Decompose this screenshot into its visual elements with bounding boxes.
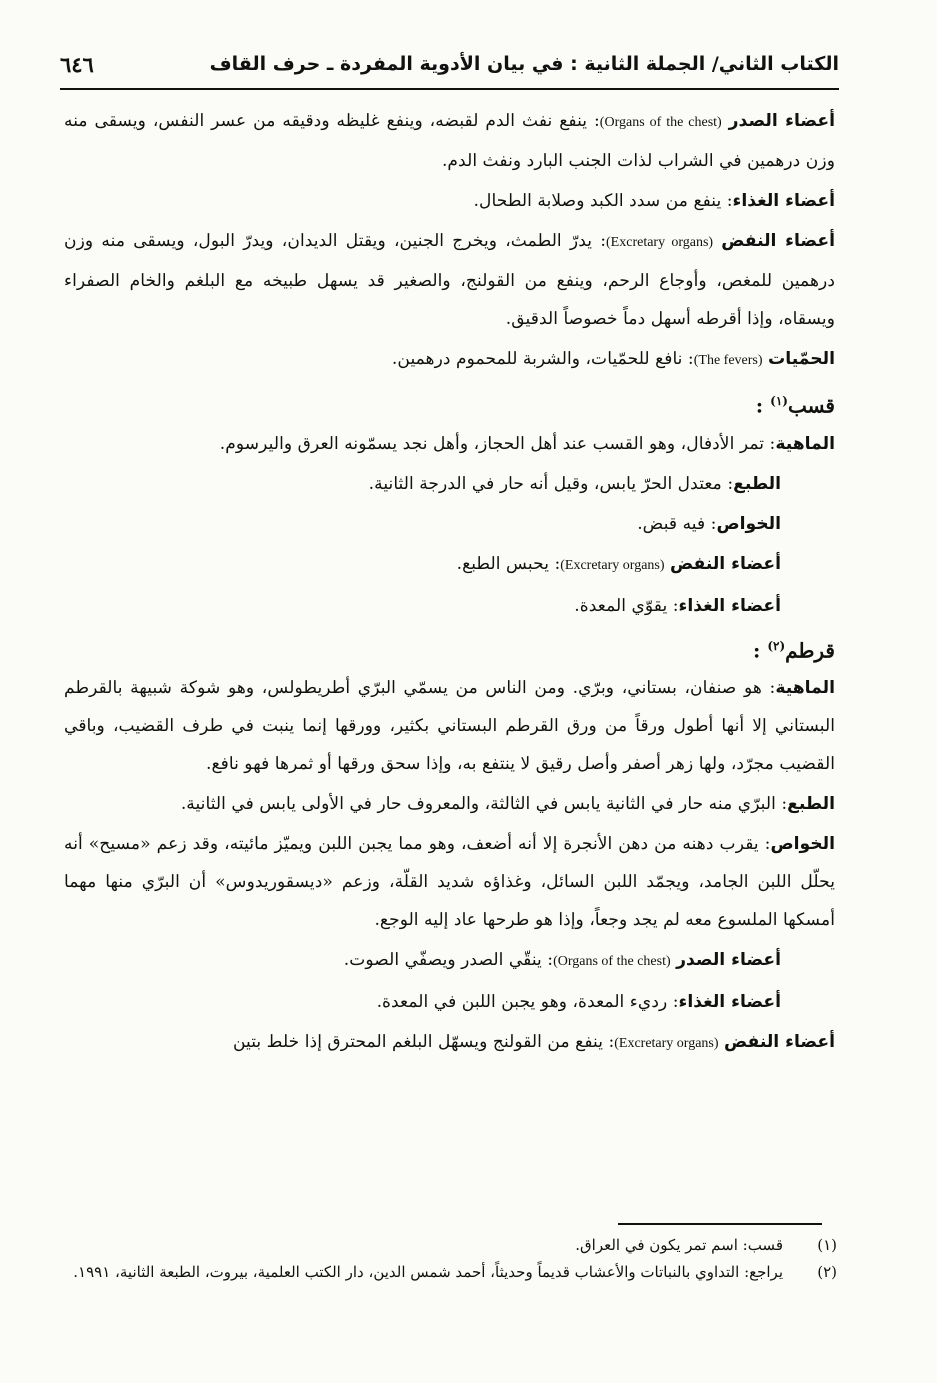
entry-heading-text: قرطم xyxy=(785,638,835,663)
paragraph-lead: الخواص xyxy=(770,834,835,855)
english-term: (Excretary organs) xyxy=(560,557,665,573)
paragraph-lead: أعضاء الصدر xyxy=(728,111,835,131)
english-term: (Excretary organs) xyxy=(614,1036,719,1052)
paragraph-lead: الماهية xyxy=(775,678,835,699)
paragraph-lead: أعضاء النفض xyxy=(721,231,835,251)
paragraph-text: : نافع للحمّيات، والشربة للمحموم درهمين. xyxy=(391,349,694,369)
paragraph-lead: أعضاء الغذاء xyxy=(732,191,835,211)
english-term: (Organs of the chest) xyxy=(599,115,722,130)
paragraph xyxy=(64,340,835,380)
paragraph-lead: أعضاء الغذاء xyxy=(678,595,781,616)
paragraph-lead: الطبع xyxy=(733,473,781,494)
paragraph-text: : تمر الأدفال، وهو القسب عند أهل الحجاز، وأهل نجد يسمّونه العرق واليرسوم. xyxy=(219,433,776,454)
paragraph-lead: أعضاء النفض xyxy=(670,553,781,574)
paragraph xyxy=(64,983,835,1021)
footnote-number: (١) xyxy=(817,1236,837,1254)
english-term: (Excretary organs) xyxy=(606,235,714,250)
paragraph xyxy=(64,941,835,981)
footnotes xyxy=(58,1232,837,1286)
page-number: ٦٤٦ xyxy=(60,51,94,77)
main-text xyxy=(64,102,835,1065)
footnote-divider xyxy=(618,1223,822,1225)
paragraph-text: : يدرّ الطمث، ويخرج الجنين، ويقتل الديدان، ويدرّ البول، ويسقى منه وزن درهمين للمغص، وأوجاع الرحم، وينفع من القولنج، والصغير قد يسهل طبيخه مع البلغم والخام الصفراء ويسقاه، وإذا أقرطه أسهل دماً خصوصاً الدقيق. xyxy=(64,231,835,329)
footnote-ref[interactable]: (١) xyxy=(770,394,788,408)
footnote xyxy=(58,1232,837,1259)
paragraph xyxy=(64,669,835,783)
paragraph xyxy=(64,785,835,823)
paragraph-lead: الماهية xyxy=(775,433,835,454)
paragraph-text: : معتدل الحرّ يابس، وقيل أنه حار في الدرجة الثانية. xyxy=(368,473,734,494)
paragraph-text: : ينقّي الصدر ويصفّي الصوت. xyxy=(343,950,554,971)
paragraph-text: : يقرب دهنه من دهن الأنجرة إلا أنه أضعف، وهو مما يجبن اللبن ويميّز مائيته، وقد زعم «مسيح» أنه يحلّل اللبن الجامد، ويجمّد اللبن السائل، وغذاؤه شديد القلّة، وزعم «ديسقوريدوس» أن البرّي منها مهما أمسكها الملسوع معه لم يجد وجعاً، وإذا هو طرحها عاد إليه الوجع. xyxy=(64,834,835,931)
paragraph xyxy=(64,587,835,625)
english-term: (The fevers) xyxy=(693,353,763,368)
entry-heading: قسب$^{(١)}$ : xyxy=(755,393,835,418)
paragraph-lead: أعضاء الغذاء xyxy=(678,992,781,1013)
paragraph-text: : يقوّي المعدة. xyxy=(574,595,679,616)
footnote-text: قسب: اسم تمر يكون في العراق. xyxy=(575,1236,783,1254)
paragraph-text: : هو صنفان، بستاني، وبرّي. ومن الناس من يسمّي البرّي أطريطولس، وهو شوكة شبيهة بالقرطم البستاني إلا أنها أطول ورقاً من ورق القرطم البستاني بكثير، وورقها إنما ينبت في طرف القضيب، وباقي القضيب مجرّد، ولها زهر أصفر وأصل رقيق لا ينتفع به، وإذا سحق ورقها أو ثمرها فهو نافع. xyxy=(64,678,835,775)
paragraph-text: : ينفع نفث الدم لقبضه، وينفع غليظه ودقيقه من عسر النفس، ويسقى منه وزن درهمين في الشراب لذات الجنب البارد ونفث الدم. xyxy=(64,111,835,171)
paragraph-text: : ينفع من القولنج ويسهّل البلغم المحترق إذا خلط بتين xyxy=(232,1032,615,1053)
entry-heading-text: قسب xyxy=(787,393,835,418)
paragraph xyxy=(64,182,835,220)
paragraph-lead: الخواص xyxy=(716,513,781,534)
paragraph-text: : رديء المعدة، وهو يجبن اللبن في المعدة. xyxy=(376,992,679,1013)
paragraph xyxy=(64,222,835,338)
paragraph-text: : يحبس الطبع. xyxy=(456,553,561,574)
paragraph xyxy=(64,102,835,180)
entry-heading: قرطم$^{(٢)}$ : xyxy=(752,638,835,663)
paragraph xyxy=(64,465,835,503)
paragraph-lead: الطبع xyxy=(787,794,835,815)
paragraph xyxy=(64,1023,835,1063)
paragraph-text: : ينفع من سدد الكبد وصلابة الطحال. xyxy=(473,191,733,211)
footnote xyxy=(58,1259,837,1286)
page-header xyxy=(60,40,839,90)
paragraph-lead: أعضاء النفض xyxy=(724,1032,835,1053)
footnote-number: (٢) xyxy=(817,1263,837,1281)
paragraph xyxy=(64,425,835,463)
paragraph-lead: أعضاء الصدر xyxy=(676,950,781,971)
english-term: (Organs of the chest) xyxy=(553,954,671,970)
paragraph xyxy=(64,545,835,585)
paragraph-text: : فيه قبض. xyxy=(637,513,717,534)
paragraph xyxy=(64,505,835,543)
footnote-text: يراجع: التداوي بالنباتات والأعشاب قديماً وحديثاً، أحمد شمس الدين، دار الكتب العلمية، بيروت، الطبعة الثانية، ١٩٩١. xyxy=(73,1263,783,1281)
footnote-ref[interactable]: (٢) xyxy=(767,638,786,653)
paragraph xyxy=(64,825,835,939)
running-title: الكتاب الثاني/ الجملة الثانية : في بيان الأدوية المفردة ـ حرف القاف xyxy=(209,53,839,75)
paragraph-text: : البرّي منه حار في الثانية يابس في الثالثة، والمعروف حار في الأولى يابس في الثانية. xyxy=(180,794,788,815)
paragraph-lead: الحمّيات xyxy=(768,349,835,369)
